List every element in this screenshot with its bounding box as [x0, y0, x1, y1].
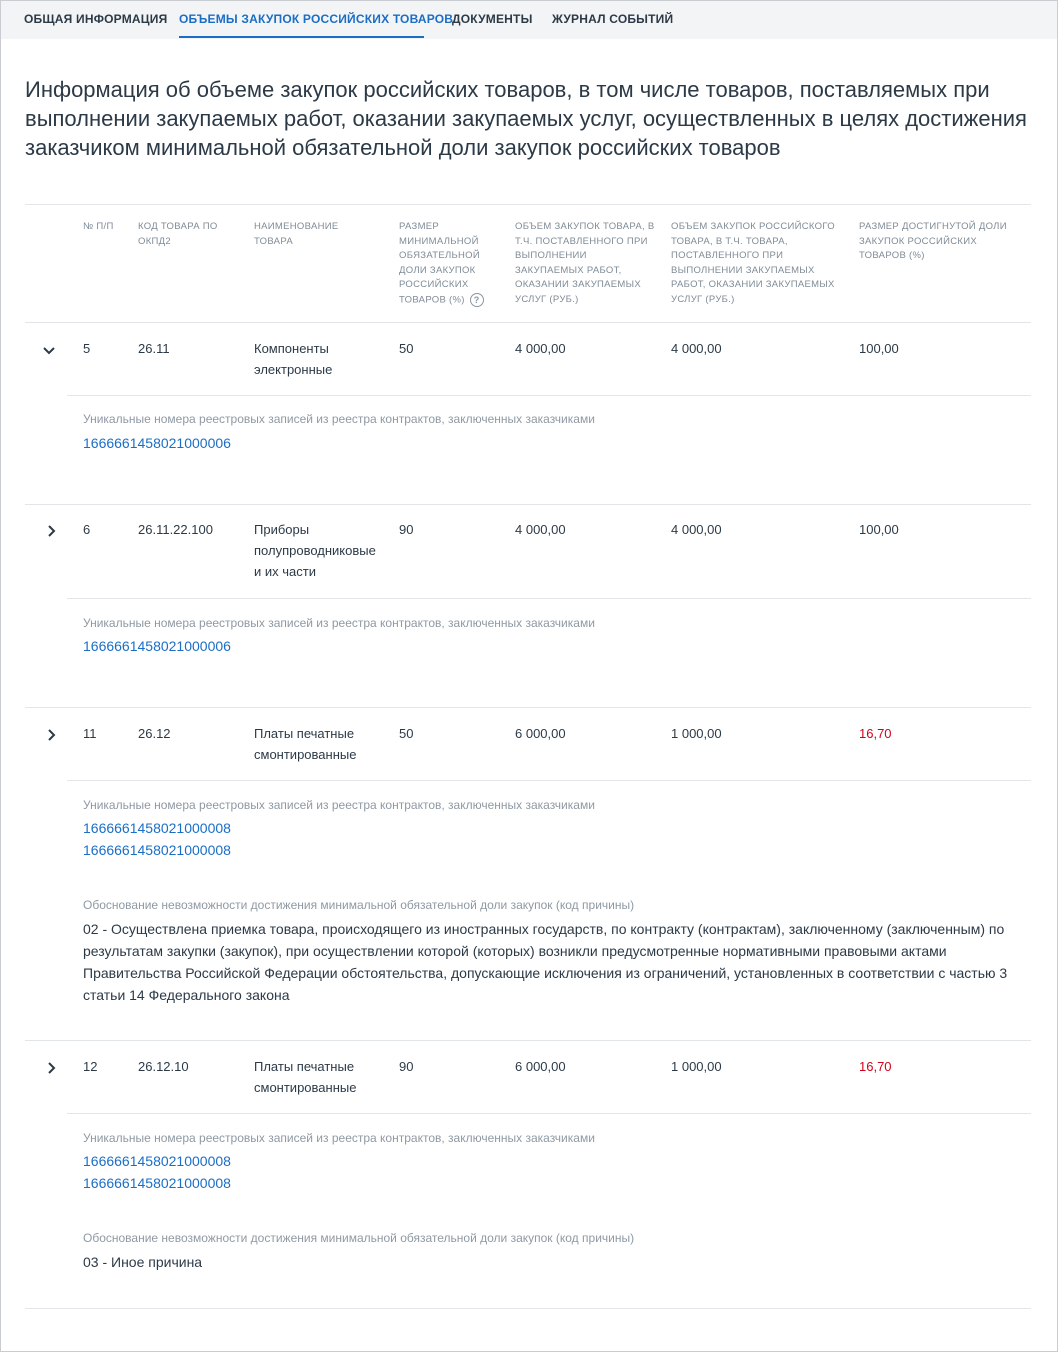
header-ru-volume: ОБЪЕМ ЗАКУПОК РОССИЙСКОГО ТОВАРА, В Т.Ч. ТОВАРА, ПОСТАВЛЕННОГО ПРИ ВЫПОЛНЕНИИ ЗАКУПАЕМЫХ РАБОТ, ОКАЗАНИИ ЗАКУПАЕМЫХ УСЛУГ (РУБ.) — [671, 221, 835, 305]
row-min-share: 50 — [399, 726, 414, 741]
question-circle-icon[interactable]: ? — [470, 293, 484, 307]
row-volume: 6 000,00 — [515, 726, 566, 741]
row-detail-divider — [67, 780, 1031, 781]
registry-label: Уникальные номера реестровых записей из реестра контрактов, заключенных заказчиками — [83, 616, 595, 630]
header-num: № П/П — [83, 221, 114, 232]
tab-event-log[interactable]: ЖУРНАЛ СОБЫТИЙ — [552, 12, 674, 26]
reason-label: Обоснование невозможности достижения минимальной обязательной доли закупок (код причины) — [83, 1231, 635, 1245]
row-ru-volume: 4 000,00 — [671, 522, 722, 537]
row-volume: 4 000,00 — [515, 341, 566, 356]
row-achieved: 100,00 — [859, 522, 899, 537]
row-code: 26.11.22.100 — [138, 522, 213, 537]
registry-number-link[interactable]: 1666661458021000008 — [83, 1175, 231, 1191]
registry-label: Уникальные номера реестровых записей из реестра контрактов, заключенных заказчиками — [83, 1131, 595, 1145]
row-name: Компоненты электронные — [254, 341, 333, 377]
row-min-share: 90 — [399, 522, 414, 537]
reason-text: 02 - Осуществлена приемка товара, происходящего из иностранных государств, по контракту (контрактам), заключенному (заключенным) по результатам закупки (закупок), при осуществлении которой (которых) возникли предусмотренные нормативными правовыми актами Правительства Российской Федерации обстоятельства, допускающие исключения из ограничений, установленных в соответствии с частью 3 статьи 14 Федерального закона — [83, 921, 1008, 1003]
row-min-share: 90 — [399, 1059, 414, 1074]
row-code: 26.12 — [138, 726, 171, 741]
table-bottom-divider — [25, 1308, 1031, 1309]
row-volume: 6 000,00 — [515, 1059, 566, 1074]
registry-label: Уникальные номера реестровых записей из реестра контрактов, заключенных заказчиками — [83, 798, 595, 812]
row-ru-volume: 1 000,00 — [671, 726, 722, 741]
chevron-right-icon[interactable] — [43, 727, 59, 743]
header-name: НАИМЕНОВАНИЕ ТОВАРА — [254, 221, 339, 247]
row-num: 11 — [83, 726, 97, 741]
row-name: Приборы полупроводниковые и их части — [254, 522, 376, 579]
row-separator — [25, 1040, 1031, 1041]
row-separator — [25, 707, 1031, 708]
row-min-share: 50 — [399, 341, 414, 356]
row-name: Платы печатные смонтированные — [254, 726, 357, 762]
row-code: 26.11 — [138, 341, 170, 356]
header-achieved: РАЗМЕР ДОСТИГНУТОЙ ДОЛИ ЗАКУПОК РОССИЙСКИХ ТОВАРОВ (%) — [859, 221, 1007, 261]
row-code: 26.12.10 — [138, 1059, 189, 1074]
registry-number-link[interactable]: 1666661458021000008 — [83, 1153, 231, 1169]
registry-number-link[interactable]: 1666661458021000006 — [83, 435, 231, 451]
registry-number-link[interactable]: 1666661458021000006 — [83, 638, 231, 654]
header-min-share — [399, 220, 495, 308]
chevron-right-icon[interactable] — [43, 1060, 59, 1076]
header-volume: ОБЪЕМ ЗАКУПОК ТОВАРА, В Т.Ч. ПОСТАВЛЕННОГО ПРИ ВЫПОЛНЕНИИ ЗАКУПАЕМЫХ РАБОТ, ОКАЗАНИИ ЗАКУПАЕМЫХ УСЛУГ (РУБ.) — [515, 221, 655, 305]
row-volume: 4 000,00 — [515, 522, 566, 537]
header-code: КОД ТОВАРА ПО ОКПД2 — [138, 221, 218, 247]
header-min-share-label: РАЗМЕР МИНИМАЛЬНОЙ ОБЯЗАТЕЛЬНОЙ ДОЛИ ЗАКУПОК РОССИЙСКИХ ТОВАРОВ (%) — [399, 221, 480, 306]
chevron-right-icon[interactable] — [43, 523, 59, 539]
row-name: Платы печатные смонтированные — [254, 1059, 357, 1095]
registry-number-link[interactable]: 1666661458021000008 — [83, 842, 231, 858]
tab-russian-goods-volumes[interactable]: ОБЪЕМЫ ЗАКУПОК РОССИЙСКИХ ТОВАРОВ — [179, 12, 454, 26]
row-detail-divider — [67, 598, 1031, 599]
reason-label: Обоснование невозможности достижения минимальной обязательной доли закупок (код причины) — [83, 898, 635, 912]
chevron-down-icon[interactable] — [41, 342, 57, 358]
row-detail-divider — [67, 1113, 1031, 1114]
tab-bar — [1, 1, 1057, 39]
reason-text: 03 - Иное причина — [83, 1254, 203, 1270]
row-achieved: 100,00 — [859, 341, 899, 356]
active-tab-indicator — [179, 36, 424, 38]
row-ru-volume: 1 000,00 — [671, 1059, 722, 1074]
tab-documents[interactable]: ДОКУМЕНТЫ — [452, 12, 533, 26]
row-detail-divider — [67, 395, 1031, 396]
row-num: 5 — [83, 341, 91, 356]
registry-label: Уникальные номера реестровых записей из реестра контрактов, заключенных заказчиками — [83, 412, 595, 426]
page-title: Информация об объеме закупок российских товаров, в том числе товаров, поставляемых при выполнении закупаемых работ, оказании закупаемых услуг, осуществленных в целях достижения заказчиком минимальной обязательной доли закупок российских товаров — [25, 77, 1027, 160]
header-divider — [25, 322, 1031, 323]
row-achieved: 16,70 — [859, 726, 892, 741]
registry-number-link[interactable]: 1666661458021000008 — [83, 820, 231, 836]
table-top-divider — [25, 204, 1031, 205]
row-achieved: 16,70 — [859, 1059, 892, 1074]
row-separator — [25, 504, 1031, 505]
tab-general-info[interactable]: ОБЩАЯ ИНФОРМАЦИЯ — [24, 12, 168, 26]
row-num: 12 — [83, 1059, 98, 1074]
row-ru-volume: 4 000,00 — [671, 341, 722, 356]
row-num: 6 — [83, 522, 91, 537]
